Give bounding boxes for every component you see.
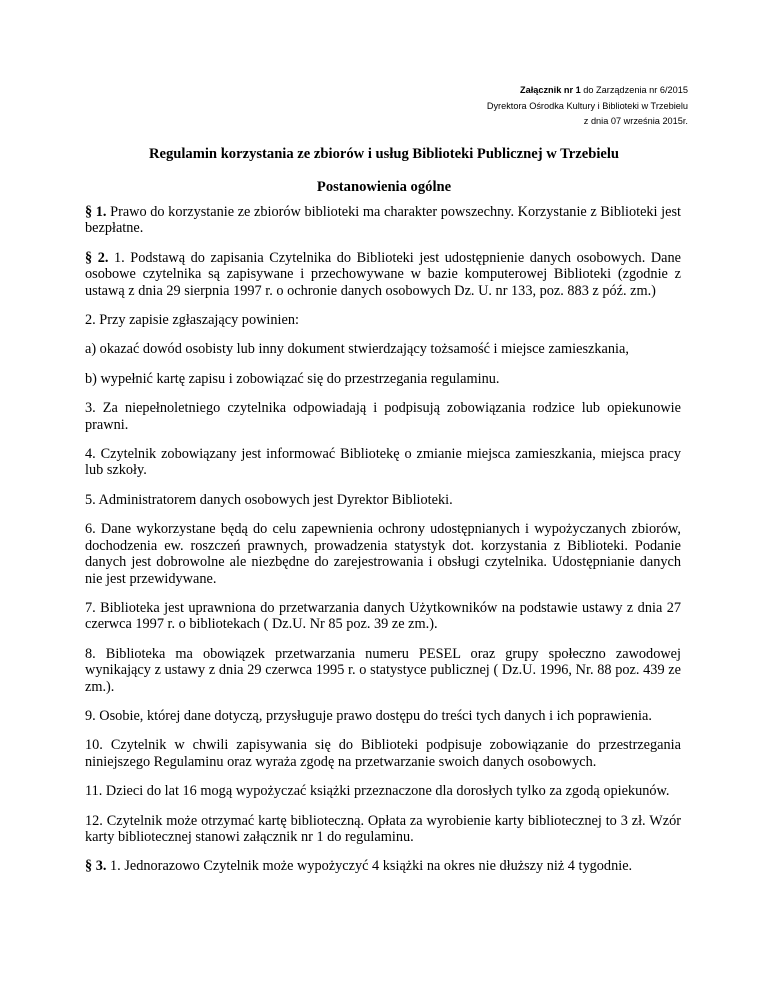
paragraph-text: 9. Osobie, której dane dotyczą, przysługuje prawo dostępu do treści tych danych i ich poprawienia.	[85, 707, 652, 724]
paragraph	[85, 400, 681, 433]
attachment-line-1	[487, 83, 688, 99]
paragraph	[85, 250, 681, 299]
attachment-number: Załącznik nr 1	[519, 85, 581, 95]
paragraph-text: 1. Podstawą do zapisania Czytelnika do Biblioteki jest udostępnienie danych osobowych. Dane osobowe czytelnika są zapisywane i przechowywane w bazie komputerowej Biblioteki (zgodnie z ustawą z dnia 29 sierpnia 1997 r. o ochronie danych osobowych Dz. U. nr 133, poz. 883 z póź. zm.)	[85, 249, 681, 299]
document-title: Regulamin korzystania ze zbiorów i usług Biblioteki Publicznej w Trzebielu	[148, 146, 620, 162]
paragraph-text: 11. Dzieci do lat 16 mogą wypożyczać książki przeznaczone dla dorosłych tylko za zgodą opiekunów.	[85, 783, 670, 800]
paragraph-marker: § 1.	[85, 204, 107, 220]
regulations-body	[85, 204, 681, 888]
paragraph-text: b) wypełnić kartę zapisu i zobowiązać się do przestrzegania regulaminu.	[85, 370, 500, 387]
paragraph	[85, 858, 681, 874]
paragraph	[85, 813, 681, 846]
paragraph-text: 7. Biblioteka jest uprawniona do przetwarzania danych Użytkowników na podstawie ustawy z dnia 27 czerwca 1997 r. o bibliotekach ( Dz.U. Nr 85 poz. 39 ze zm.).	[85, 599, 681, 633]
section-title: Postanowienia ogólne	[316, 179, 452, 195]
paragraph-text: 10. Czytelnik w chwili zapisywania się do Biblioteki podpisuje zobowiązanie do przestrzegania niniejszego Regulaminu oraz wyraża zgodę na przetwarzanie swoich danych osobowych.	[85, 737, 681, 770]
paragraph	[85, 371, 681, 387]
paragraph	[85, 783, 681, 799]
paragraph-text: 12. Czytelnik może otrzymać kartę biblioteczną. Opłata za wyrobienie karty bibliotecznej to 3 zł. Wzór karty bibliotecznej stanowi załącznik nr 1 do regulaminu.	[85, 812, 681, 845]
attachment-ref: do Zarządzenia nr 6/2015	[580, 85, 688, 95]
paragraph	[85, 521, 681, 587]
paragraph	[85, 341, 681, 357]
paragraph-marker: § 2.	[85, 249, 109, 266]
attachment-line-2: Dyrektora Ośrodka Kultury i Biblioteki w Trzebielu	[486, 100, 688, 111]
attachment-line-3: z dnia 07 września 2015r.	[583, 116, 688, 126]
paragraph	[85, 708, 681, 724]
paragraph	[85, 646, 681, 695]
paragraph-text: a) okazać dowód osobisty lub inny dokument stwierdzający tożsamość i miejsce zamieszkania,	[85, 341, 629, 358]
paragraph-text: 2. Przy zapisie zgłaszający powinien:	[85, 312, 299, 329]
paragraph-text: 8. Biblioteka ma obowiązek przetwarzania numeru PESEL oraz grupy społeczno zawodowej wynikający z ustawy z dnia 29 czerwca 1995 r. o statystyce publicznej ( Dz.U. 1996, Nr. 88 poz. 439 ze zm.).	[85, 645, 681, 695]
paragraph	[85, 312, 681, 328]
paragraph	[85, 204, 681, 237]
paragraph	[85, 492, 681, 508]
paragraph-text: 1. Jednorazowo Czytelnik może wypożyczyć 4 książki na okres nie dłuższy niż 4 tygodnie.	[106, 858, 633, 875]
paragraph-text: 4. Czytelnik zobowiązany jest informować Bibliotekę o zmianie miejsca zamieszkania, miejsca pracy lub szkoły.	[85, 446, 681, 479]
paragraph	[85, 446, 681, 479]
paragraph	[85, 600, 681, 633]
paragraph-text: 5. Administratorem danych osobowych jest Dyrektor Biblioteki.	[85, 491, 453, 508]
attachment-note	[487, 83, 688, 130]
paragraph-text: 6. Dane wykorzystane będą do celu zapewnienia ochrony udostępnianych i wypożyczanych zbiorów, dochodzenia ew. roszczeń prawnych, prowadzenia statystyk dot. korzystania z Biblioteki. Podanie danych jest dobrowolne ale niezbędne do zarejestrowania i obsługi czytelnika. Udostępnianie danych nie jest przewidywane.	[85, 521, 681, 587]
paragraph-text: 3. Za niepełnoletniego czytelnika odpowiadają i podpisują zobowiązania rodzice lub opiekunowie prawni.	[85, 400, 681, 433]
paragraph-marker: § 3.	[85, 858, 107, 875]
paragraph-text: Prawo do korzystanie ze zbiorów biblioteki ma charakter powszechny. Korzystanie z Biblioteki jest bezpłatne.	[85, 204, 681, 237]
paragraph	[85, 737, 681, 770]
